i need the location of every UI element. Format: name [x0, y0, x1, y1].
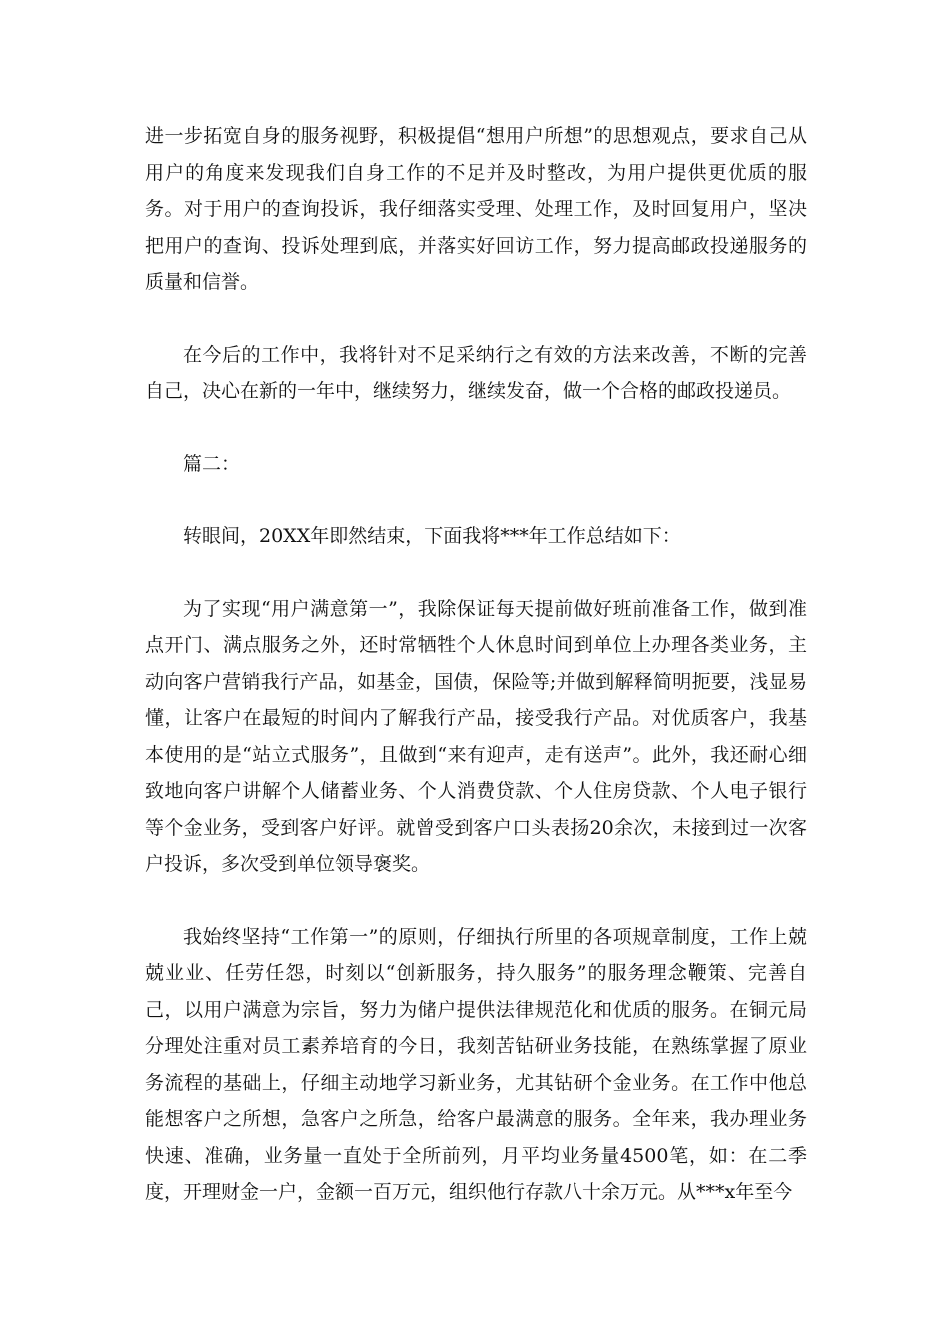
- paragraph-intro: 转眼间，20XX年即然结束，下面我将***年工作总结如下：: [183, 525, 681, 547]
- paragraph-1: 进一步拓宽自身的服务视野，积极提倡“想用户所想”的思想观点，要求自己从用户的角度来发现我们自身工作的不足并及时整改，为用户提供更优质的服务。对于用户的查询投诉，我仔细落实受理、处理工作，及时回复用户，坚决把用户的查询、投诉处理到底，并落实好回访工作，努力提高邮政投递服务的质量和信誉。: [145, 125, 807, 293]
- paragraph-gap: [145, 883, 807, 919]
- document-page: [145, 118, 807, 1211]
- paragraph-4: 我始终坚持“工作第一”的原则，仔细执行所里的各项规章制度，工作上兢兢业业、任劳任怨，时刻以“创新服务，持久服务”的服务理念鞭策、完善自己，以用户满意为宗旨，努力为储户提供法律规范化和优质的服务。在铜元局分理处注重对员工素养培育的今日，我刻苦钻研业务技能，在熟练掌握了原业务流程的基础上，仔细主动地学习新业务，尤其钻研个金业务。在工作中他总能想客户之所想，急客户之所急，给客户最满意的服务。全年来，我办理业务快速、准确，业务量一直处于全所前列，月平均业务量4500笔，如：在二季度，开理财金一户，金额一百万元，组织他行存款八十余万元。从***x年至今: [145, 925, 807, 1203]
- paragraph-gap: [145, 410, 807, 446]
- paragraph-gap: [145, 301, 807, 337]
- paragraph-3: 为了实现“用户满意第一”，我除保证每天提前做好班前准备工作，做到准点开门、满点服务之外，还时常牺牲个人休息时间到单位上办理各类业务，主动向客户营销我行产品，如基金，国债，保险等;并做到解释简明扼要，浅显易懂，让客户在最短的时间内了解我行产品，接受我行产品。对优质客户，我基本使用的是“站立式服务”，且做到“来有迎声，走有送声”。此外，我还耐心细致地向客户讲解个人储蓄业务、个人消费贷款、个人住房贷款、个人电子银行等个金业务，受到客户好评。就曾受到客户口头表扬20余次，未接到过一次客户投诉，多次受到单位领导褒奖。: [145, 597, 807, 875]
- section-heading: 篇二：: [183, 452, 241, 475]
- paragraph-gap: [145, 555, 807, 591]
- paragraph-2: 在今后的工作中，我将针对不足采纳行之有效的方法来改善，不断的完善自己，决心在新的一年中，继续努力，继续发奋，做一个合格的邮政投递员。: [145, 343, 807, 402]
- paragraph-gap: [145, 482, 807, 518]
